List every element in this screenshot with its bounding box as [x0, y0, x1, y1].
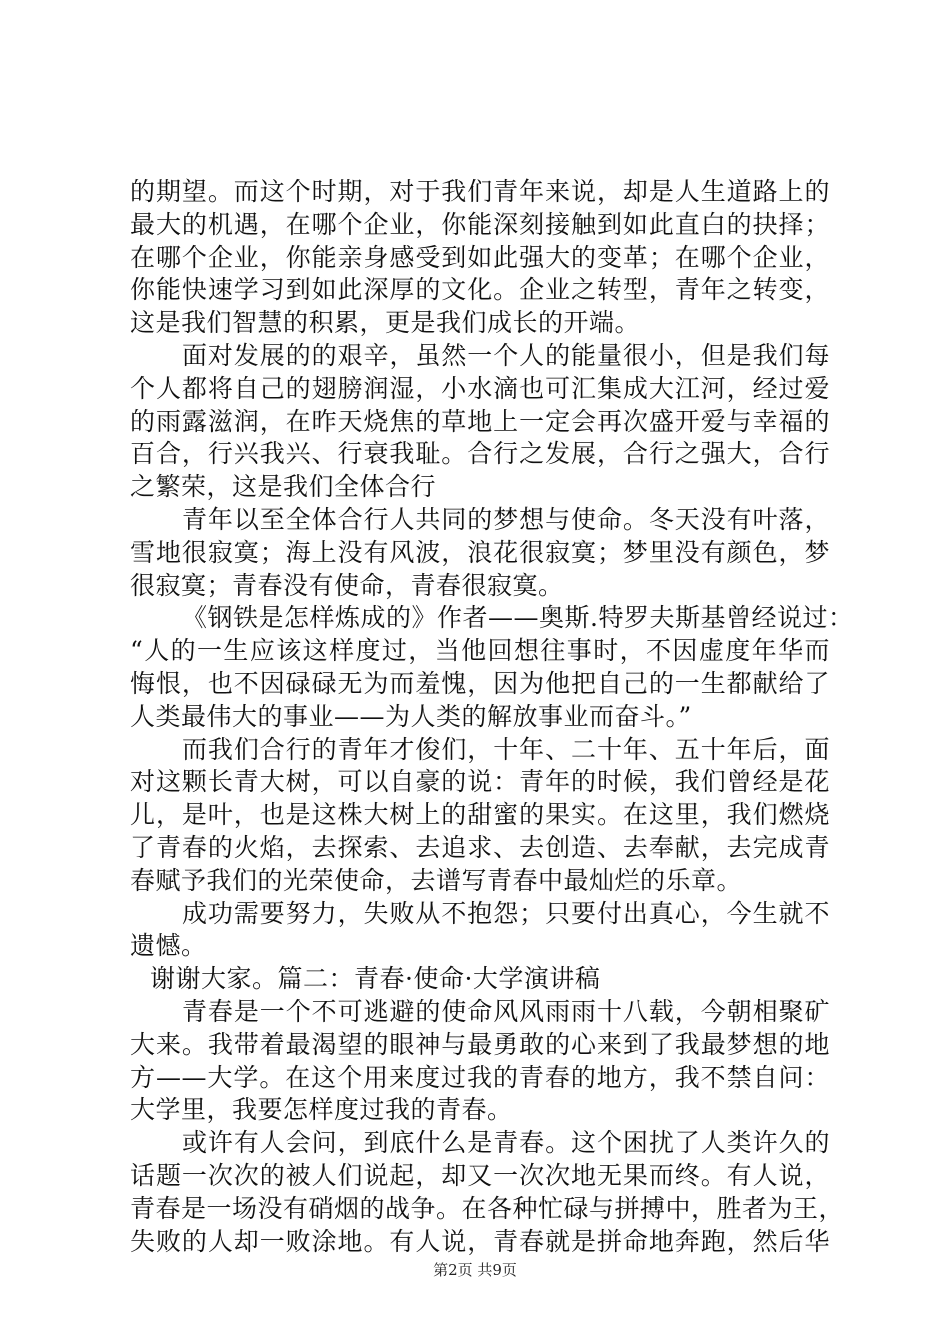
text-line: 成功需要努力，失败从不抱怨；只要付出真心，今生就不 — [182, 898, 830, 928]
text-line: 春赋予我们的光荣使命，去谱写青春中最灿烂的乐章。 — [130, 865, 743, 895]
text-line: 雪地很寂寞；海上没有风波，浪花很寂寞；梦里没有颜色，梦 — [130, 537, 830, 567]
text-line: 话题一次次的被人们说起，却又一次次地无果而终。有人说， — [130, 1160, 830, 1190]
text-line: 或许有人会问，到底什么是青春。这个困扰了人类许久的 — [182, 1128, 830, 1158]
text-line: 很寂寞；青春没有使命，青春很寂寞。 — [130, 570, 564, 600]
text-line: 了青春的火焰，去探索、去追求、去创造、去奉献，去完成青 — [130, 832, 830, 862]
text-line: 《钢铁是怎样炼成的》作者——奥斯.特罗夫斯基曾经说过： — [182, 603, 854, 633]
text-line: 个人都将自己的翅膀润湿，小水滴也可汇集成大江河，经过爱 — [130, 373, 830, 403]
text-line: 方——大学。在这个用来度过我的青春的地方，我不禁自问： — [130, 1062, 830, 1092]
text-line: 的雨露滋润，在昨天烧焦的草地上一定会再次盛开爱与幸福的 — [130, 406, 830, 436]
text-line: 谢谢大家。篇二：青春·使命·大学演讲稿 — [150, 964, 601, 994]
text-line: 人类最伟大的事业——为人类的解放事业而奋斗。” — [130, 701, 692, 731]
text-line: 大来。我带着最渴望的眼神与最勇敢的心来到了我最梦想的地 — [130, 1029, 830, 1059]
text-line: 失败的人却一败涂地。有人说，青春就是拼命地奔跑，然后华 — [130, 1226, 830, 1256]
text-line: 而我们合行的青年才俊们，十年、二十年、五十年后，面 — [182, 734, 830, 764]
text-line: 青年以至全体合行人共同的梦想与使命。冬天没有叶落， — [182, 504, 830, 534]
text-line: 悔恨，也不因碌碌无为而羞愧，因为他把自己的一生都献给了 — [130, 668, 830, 698]
page-footer: 第2页 共9页 — [433, 1261, 517, 1279]
text-line: 儿，是叶，也是这株大树上的甜蜜的果实。在这里，我们燃烧 — [130, 800, 830, 830]
text-line: 青春是一个不可逃避的使命风风雨雨十八载，今朝相聚矿 — [182, 996, 830, 1026]
text-line: 这是我们智慧的积累，更是我们成长的开端。 — [130, 308, 641, 338]
text-line: 在哪个企业，你能亲身感受到如此强大的变革；在哪个企业， — [130, 242, 830, 272]
text-line: 之繁荣，这是我们全体合行 — [130, 472, 437, 502]
text-line: 最大的机遇，在哪个企业，你能深刻接触到如此直白的抉择； — [130, 209, 830, 239]
text-line: 你能快速学习到如此深厚的文化。企业之转型，青年之转变， — [130, 275, 830, 305]
text-line: “人的一生应该这样度过，当他回想往事时，不因虚度年华而 — [130, 636, 830, 666]
text-line: 面对发展的的艰辛，虽然一个人的能量很小，但是我们每 — [182, 340, 830, 370]
text-line: 对这颗长青大树，可以自豪的说：青年的时候，我们曾经是花 — [130, 767, 830, 797]
body-text — [130, 176, 854, 1258]
text-line: 的期望。而这个时期，对于我们青年来说，却是人生道路上的 — [130, 177, 830, 206]
text-line: 大学里，我要怎样度过我的青春。 — [130, 1095, 513, 1125]
text-line: 百合，行兴我兴、行衰我耻。合行之发展，合行之强大，合行 — [130, 439, 830, 469]
text-line: 青春是一场没有硝烟的战争。在各种忙碌与拼搏中，胜者为王， — [130, 1193, 845, 1223]
text-line: 遗憾。 — [130, 931, 207, 961]
